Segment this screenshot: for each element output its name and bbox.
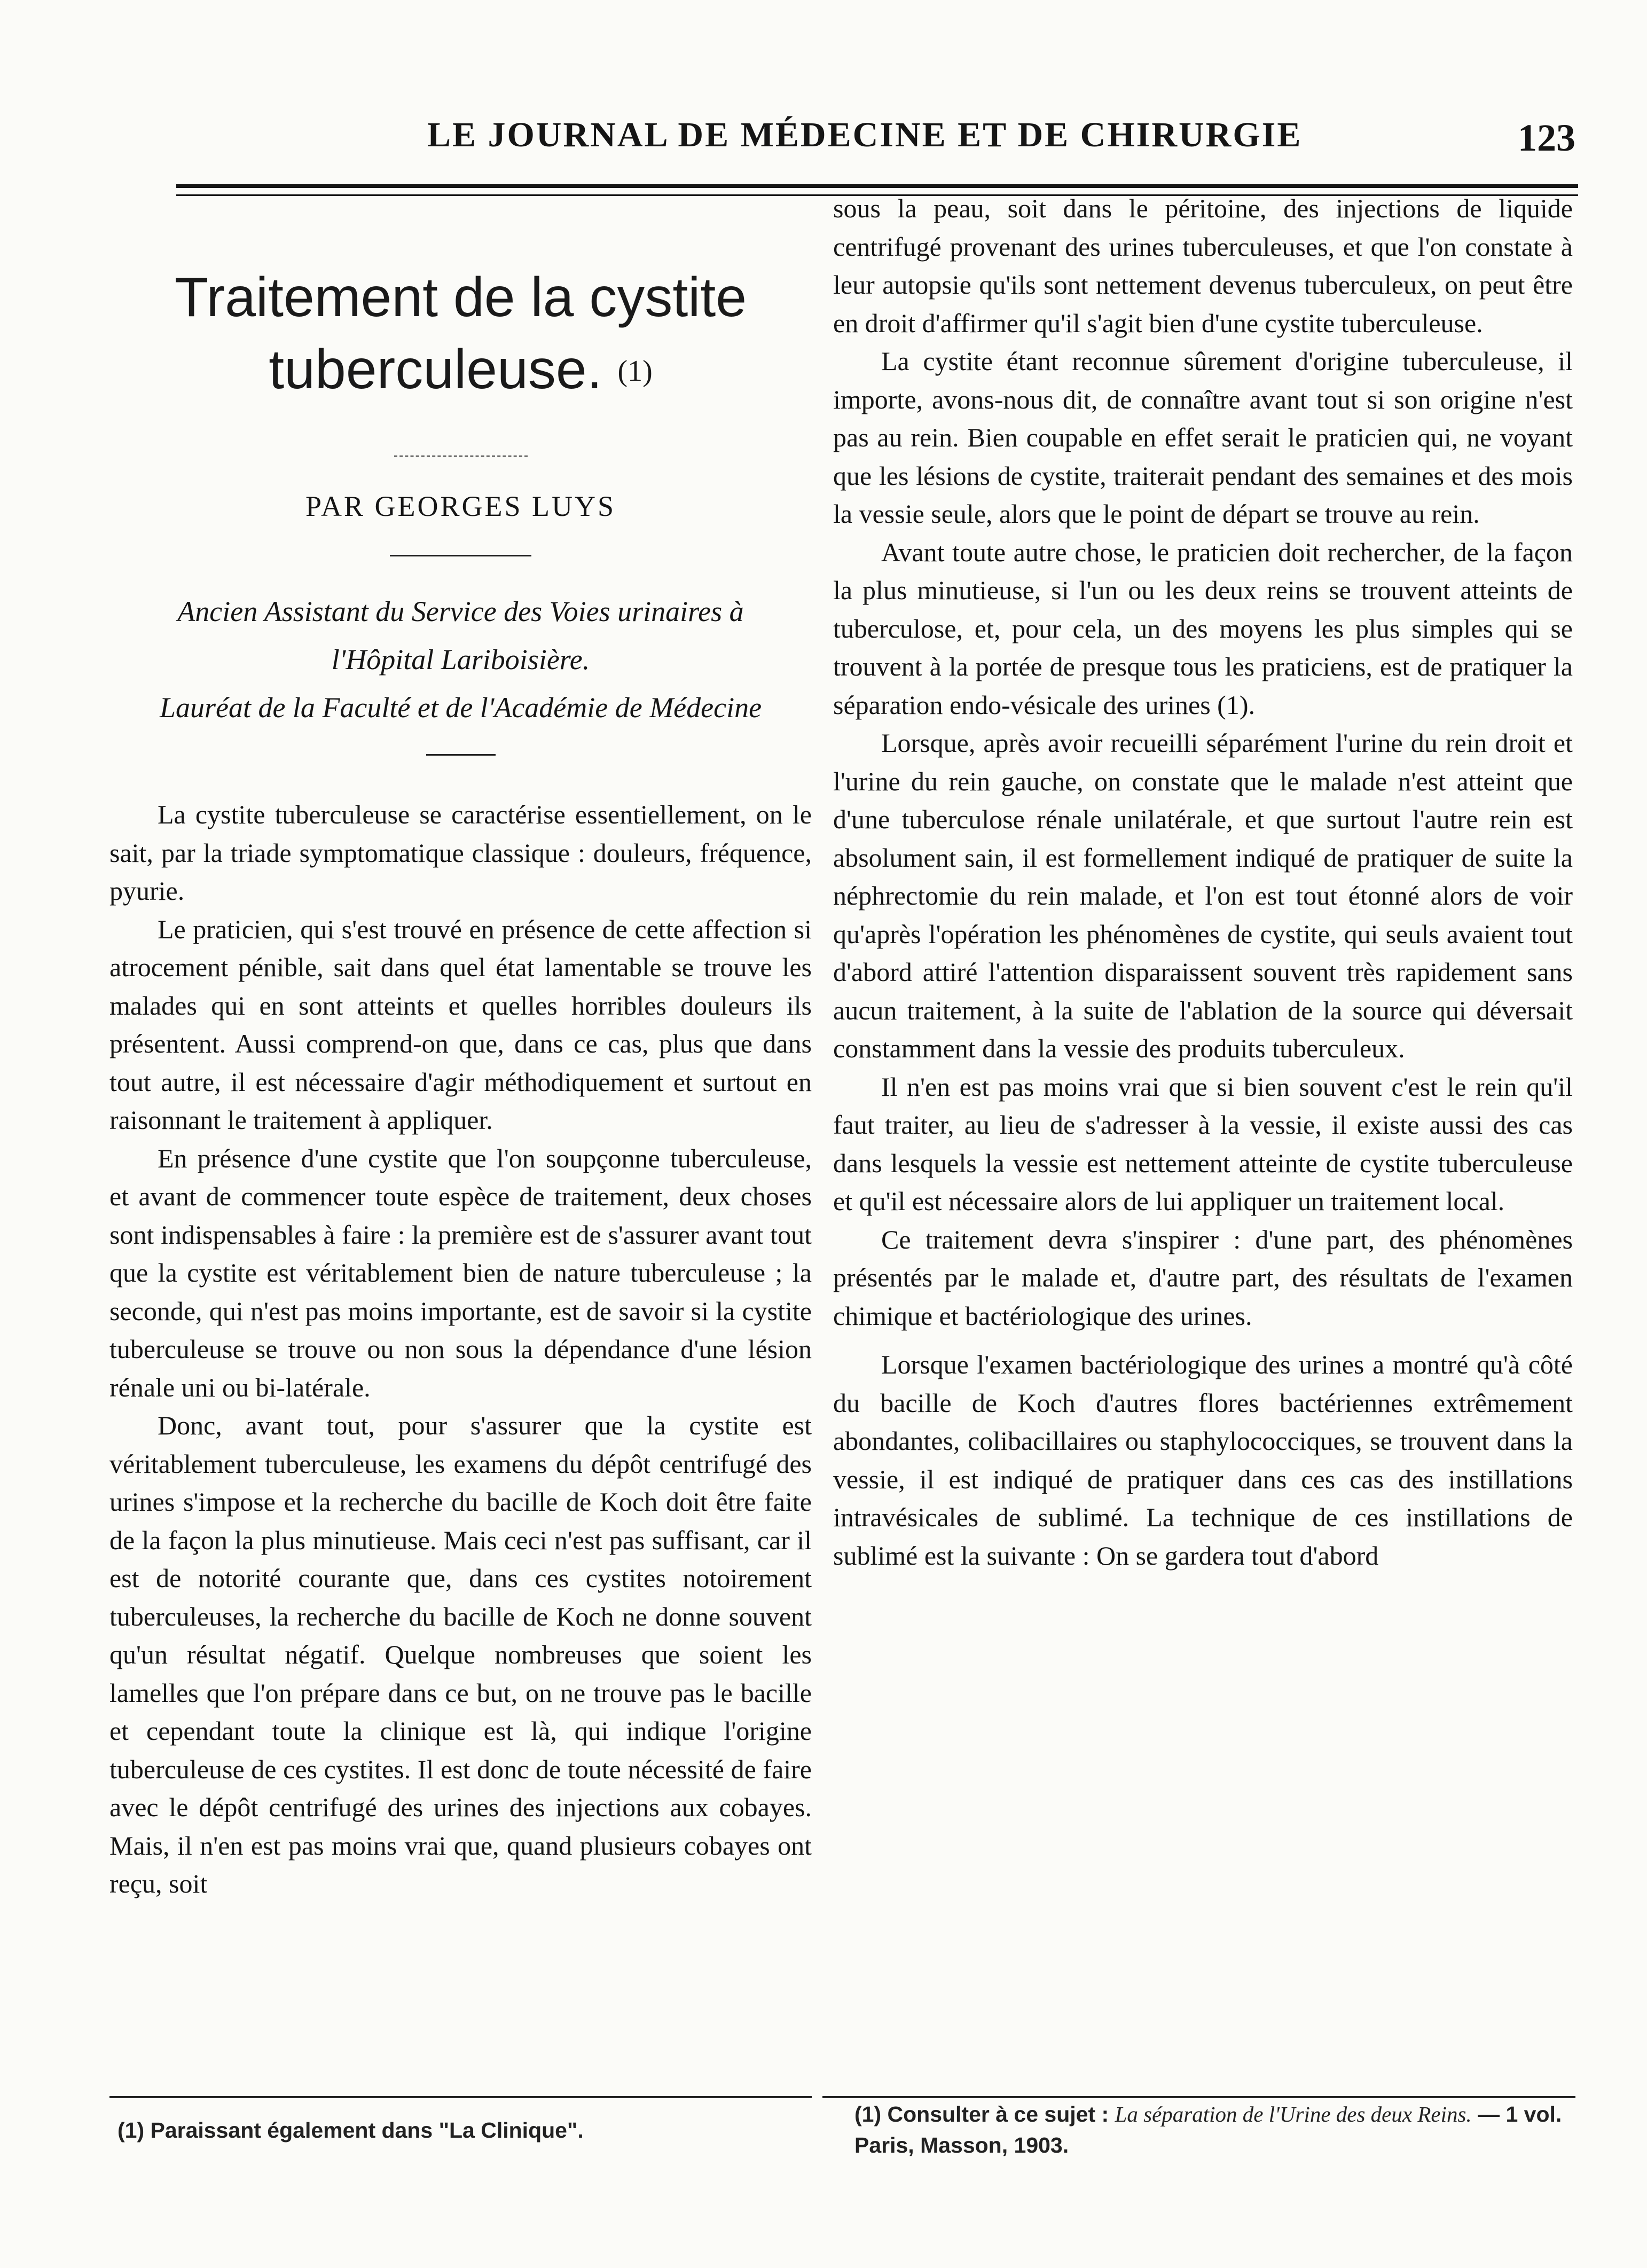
- author-byline: PAR GEORGES LUYS: [305, 490, 616, 522]
- paragraph: Avant toute autre chose, le praticien doit rechercher, de la façon la plus minutieuse, si l'un ou les deux reins se trouvent atteints de tuberculose, et, pour cela, un des moyens les plus simples qui se trouvent à la portée de presque tous les praticiens, est de pratiquer la séparation endo-vésicale des urines (1).: [833, 537, 1573, 720]
- left-body: [109, 796, 812, 1903]
- right-body: [833, 190, 1573, 1575]
- paragraph: Lorsque, après avoir recueilli séparément l'urine du rein droit et l'urine du rein gauche, on constate que le malade n'est atteint que d'une tuberculose rénale unilatérale, et que surtout l'autre rein est absolument sain, il est formellement indiqué de pratiquer de suite la néphrectomie du rein malade, et l'on est tout étonné alors de voir qu'après l'opération les phénomènes de cystite, qui seuls avaient tout d'abord attiré l'attention disparaissent souvent très rapidement sans aucun traitement, à la suite de l'ablation de la source qui déversait constamment dans la vessie des produits tuberculeux.: [833, 728, 1573, 1063]
- paragraph: Donc, avant tout, pour s'assurer que la cystite est véritablement tuberculeuse, les examens du dépôt centrifugé des urines s'impose et la recherche du bacille de Koch doit être faite de la façon la plus minutieuse. Mais ceci n'est pas suffisant, car il est de notorité courante que, dans ces cystites notoirement tuberculeuses, la recherche du bacille de Koch ne donne souvent qu'un résultat négatif. Quelque nombreuses que soient les lamelles que l'on prépare dans ce but, on ne trouve pas le bacille et cependant toute la clinique est là, qui indique l'origine tuberculeuse de ces cystites. Il est donc de toute nécessité de faire avec le dépôt centrifugé des urines des injections aux cobayes. Mais, il n'en est pas moins vrai que, quand plusieurs cobayes ont reçu, soit: [109, 1410, 812, 1898]
- paragraph: La cystite tuberculeuse se caractérise essentiellement, on le sait, par la triade symptomatique classique : douleurs, fréquence, pyurie.: [109, 799, 812, 906]
- title-line-1: Traitement de la cystite: [174, 266, 747, 328]
- footnote-rule: [822, 2096, 1575, 2098]
- title-line-2: tuberculeuse.: [269, 339, 602, 401]
- affiliation-divider: [426, 754, 496, 756]
- article-title: [109, 262, 812, 407]
- running-header: [176, 115, 1575, 174]
- affiliation-block: [109, 587, 812, 732]
- paragraph: Le praticien, qui s'est trouvé en présence de cette affection si atrocement pénible, sait dans quel état lamentable se trouve les malades qui en sont atteints et quelles horribles douleurs ils présentent. Aussi comprend-on que, dans ce cas, plus que dans tout autre, il est nécessaire d'agir méthodiquement et surtout en raisonnant le traitement à appliquer.: [109, 914, 812, 1135]
- affiliation-line: l'Hôpital Lariboisière.: [331, 643, 590, 676]
- paragraph: Lorsque l'examen bactériologique des urines a montré qu'à côté du bacille de Koch d'autres flores bactériennes extrêmement abondantes, colibacillaires ou staphylococciques, se trouvent dans la vessie, il est indiqué de pratiquer dans ces cas des instillations intravésicales de sublimé. La technique de ces instillations de sublimé est la suivante : On se gardera tout d'abord: [833, 1349, 1573, 1571]
- left-column: [109, 214, 812, 2143]
- paragraph: La cystite étant reconnue sûrement d'origine tuberculeuse, il importe, avons-nous dit, de connaître avant tout si son origine n'est pas au rein. Bien coupable en effet serait le praticien qui, ne voyant que les lésions de cystite, traiterait pendant des semaines et des mois la vessie seule, alors que le point de départ se trouve au rein.: [833, 346, 1573, 529]
- paragraph: sous la peau, soit dans le péritoine, des injections de liquide centrifugé provenant des urines tuberculeuses, et que l'on constate à leur autopsie qu'ils sont nettement devenus tuberculeux, on peut être en droit d'affirmer qu'il s'agit bien d'une cystite tuberculeuse.: [833, 193, 1573, 338]
- affiliation-line: Ancien Assistant du Service des Voies urinaires à: [177, 595, 744, 627]
- title-divider: [394, 456, 528, 457]
- header-rule-thick: [176, 184, 1578, 188]
- journal-title: LE JOURNAL DE MÉDECINE ET DE CHIRURGIE: [427, 115, 1303, 154]
- author-divider: [390, 555, 531, 556]
- page-number: 123: [1518, 116, 1575, 159]
- footnote: [854, 2099, 1570, 2161]
- footnote: (1) Paraissant également dans "La Clinique".: [117, 2118, 584, 2143]
- paragraph: Il n'en est pas moins vrai que si bien souvent c'est le rein qu'il faut traiter, au lieu de s'adresser à la vessie, il existe aussi des cas dans lesquels la vessie est nettement atteinte de cystite tuberculeuse et qu'il est nécessaire alors de lui appliquer un traitement local.: [833, 1071, 1573, 1216]
- affiliation-line: Lauréat de la Faculté et de l'Académie de Médecine: [159, 692, 762, 724]
- footnote-rule: [109, 2096, 812, 2098]
- paragraph: Ce traitement devra s'inspirer : d'une part, des phénomènes présentés par le malade et, d'autre part, des résultats de l'examen chimique et bactériologique des urines.: [833, 1224, 1573, 1331]
- footnote-title: La séparation de l'Urine des deux Reins.: [1115, 2102, 1472, 2126]
- title-note-ref: (1): [617, 355, 653, 388]
- paragraph: En présence d'une cystite que l'on soupçonne tuberculeuse, et avant de commencer toute espèce de traitement, deux choses sont indispensables à faire : la première est de s'assurer avant tout que la cystite est véritablement bien de nature tuberculeuse ; la seconde, qui n'est pas moins importante, est de savoir si la cystite tuberculeuse se trouve ou non sous la dépendance d'une lésion rénale uni ou bi-latérale.: [109, 1143, 812, 1402]
- footnote-suffix: — 1 vol. Paris, Masson, 1903.: [854, 2102, 1562, 2157]
- footnote-prefix: (1) Consulter à ce sujet :: [854, 2102, 1109, 2126]
- right-column: [833, 193, 1573, 2157]
